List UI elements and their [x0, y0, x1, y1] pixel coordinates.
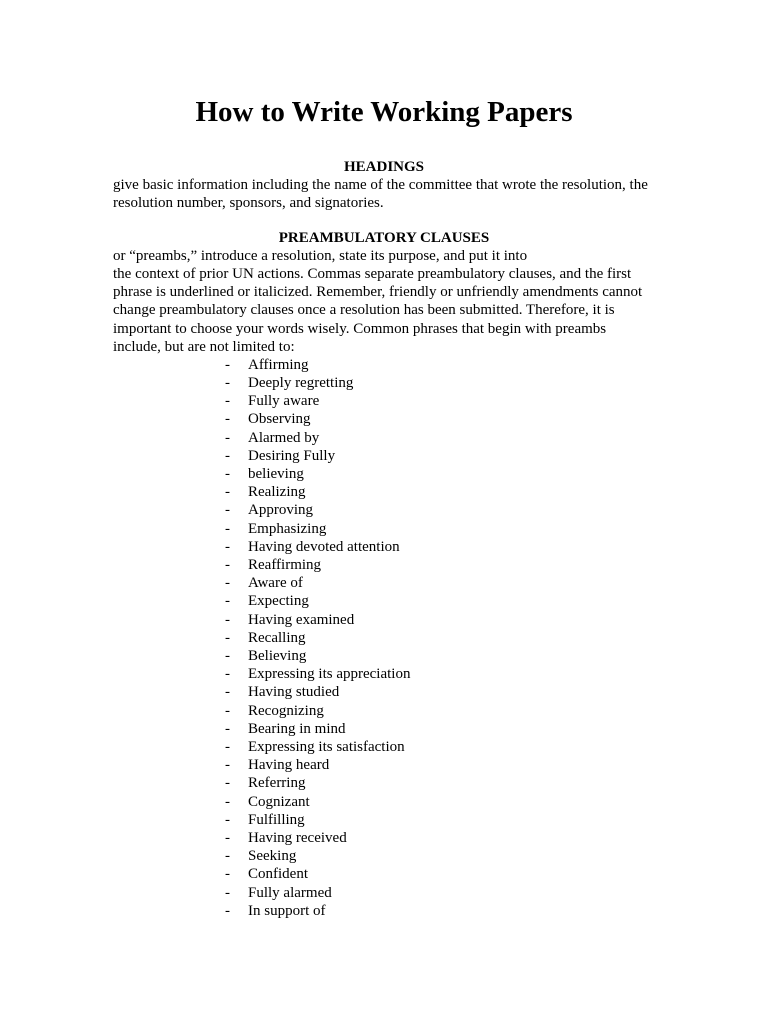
phrase-text: Expressing its appreciation [248, 666, 411, 683]
list-item [225, 774, 655, 792]
phrase-text: Fully aware [248, 393, 320, 410]
bullet-dash: - [225, 811, 230, 828]
text-line: give basic information including the name of the committee that wrote the resolution, the [113, 177, 648, 193]
bullet-dash: - [225, 848, 230, 865]
list-item [225, 829, 655, 847]
phrase-text: Recognizing [248, 702, 324, 719]
text-line: important to choose your words wisely. Common phrases that begin with preambs [113, 320, 607, 337]
bullet-dash: - [225, 374, 230, 391]
bullet-dash: - [225, 429, 230, 446]
list-item [225, 465, 655, 483]
phrase-text: Expressing its satisfaction [248, 739, 405, 756]
bullet-dash: - [225, 393, 230, 410]
phrase-text: Bearing in mind [248, 720, 346, 737]
phrase-text: believing [248, 465, 304, 482]
bullet-dash: - [225, 447, 230, 464]
list-item [225, 629, 655, 647]
bullet-dash: - [225, 884, 230, 901]
list-item [225, 793, 655, 811]
list-item [225, 720, 655, 738]
phrase-text: Having received [248, 830, 347, 847]
document-title: How to Write Working Papers [195, 96, 573, 128]
bullet-dash: - [225, 465, 230, 482]
phrase-text: Having studied [248, 684, 340, 701]
bullet-dash: - [225, 520, 230, 537]
bullet-dash: - [225, 902, 230, 919]
bullet-dash: - [225, 648, 230, 664]
preambulatory-section-heading: PREAMBULATORY CLAUSES [278, 230, 490, 247]
bullet-dash: - [225, 757, 230, 774]
phrase-text: Cognizant [248, 793, 310, 810]
text-line: resolution number, sponsors, and signatories. [113, 195, 384, 212]
bullet-dash: - [225, 866, 230, 883]
text-line: phrase is underlined or italicized. Remember, friendly or unfriendly amendments cannot [113, 284, 643, 301]
list-item [225, 429, 655, 447]
phrase-text: Observing [248, 411, 311, 428]
list-item [225, 483, 655, 501]
bullet-dash: - [225, 739, 230, 756]
phrase-text: Deeply regretting [248, 374, 354, 391]
list-item [225, 847, 655, 865]
phrase-text: Reaffirming [248, 556, 322, 573]
bullet-dash: - [225, 356, 230, 373]
bullet-dash: - [225, 575, 230, 592]
headings-section-text [113, 176, 655, 212]
list-item [225, 683, 655, 701]
list-item [225, 374, 655, 392]
bullet-dash: - [225, 538, 230, 555]
phrase-text: Believing [248, 648, 307, 664]
list-item [225, 611, 655, 629]
bullet-dash: - [225, 830, 230, 847]
bullet-dash: - [225, 629, 230, 646]
bullet-dash: - [225, 684, 230, 701]
phrase-text: Recalling [248, 629, 306, 646]
list-item [225, 356, 655, 374]
bullet-dash: - [225, 484, 230, 501]
phrase-text: Affirming [248, 356, 309, 373]
text-line: change preambulatory clauses once a resolution has been submitted. Therefore, it is [113, 302, 615, 319]
list-item [225, 410, 655, 428]
list-item [225, 592, 655, 610]
list-item [225, 501, 655, 519]
headings-section-heading: HEADINGS [343, 159, 425, 175]
list-item [225, 702, 655, 720]
bullet-dash: - [225, 702, 230, 719]
text-line: include, but are not limited to: [113, 338, 295, 355]
list-item [225, 647, 655, 665]
phrase-text: Aware of [248, 575, 303, 592]
list-item [225, 756, 655, 774]
bullet-dash: - [225, 666, 230, 683]
list-item [225, 884, 655, 902]
list-item [225, 520, 655, 538]
bullet-dash: - [225, 775, 230, 792]
phrase-text: Alarmed by [248, 429, 320, 446]
text-line: or “preambs,” introduce a resolution, state its purpose, and put it into [113, 248, 528, 265]
list-item [225, 556, 655, 574]
phrase-text: Having devoted attention [248, 538, 400, 555]
phrase-text: Having examined [248, 611, 355, 628]
phrase-text: Referring [248, 775, 306, 792]
list-item [225, 902, 655, 920]
phrase-text: Realizing [248, 484, 306, 501]
preambulatory-section-text [113, 247, 655, 356]
bullet-dash: - [225, 502, 230, 519]
bullet-dash: - [225, 556, 230, 573]
list-item [225, 665, 655, 683]
text-line: the context of prior UN actions. Commas separate preambulatory clauses, and the first [113, 266, 632, 283]
list-item [225, 574, 655, 592]
phrase-text: In support of [248, 902, 326, 919]
phrase-text: Expecting [248, 593, 309, 610]
phrase-text: Emphasizing [248, 520, 327, 537]
bullet-dash: - [225, 593, 230, 610]
bullet-dash: - [225, 793, 230, 810]
list-item [225, 392, 655, 410]
list-item [225, 738, 655, 756]
preamb-phrase-list [113, 356, 655, 920]
phrase-text: Fulfilling [248, 811, 305, 828]
list-item [225, 538, 655, 556]
list-item [225, 447, 655, 465]
bullet-dash: - [225, 720, 230, 737]
phrase-text: Desiring Fully [248, 447, 336, 464]
list-item [225, 811, 655, 829]
phrase-text: Approving [248, 502, 313, 519]
bullet-dash: - [225, 611, 230, 628]
phrase-text: Fully alarmed [248, 884, 332, 901]
phrase-text: Having heard [248, 757, 330, 774]
list-item [225, 865, 655, 883]
phrase-text: Confident [248, 866, 308, 883]
bullet-dash: - [225, 411, 230, 428]
phrase-text: Seeking [248, 848, 297, 865]
